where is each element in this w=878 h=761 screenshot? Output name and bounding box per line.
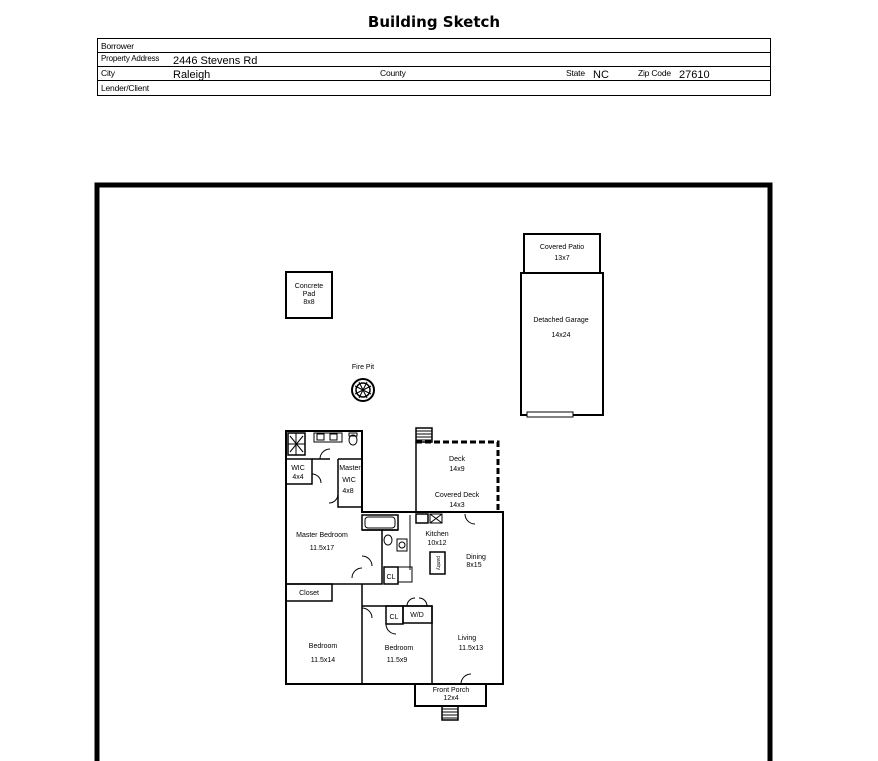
dining-name: Dining [466, 554, 486, 561]
kitchen-name: Kitchen [425, 531, 449, 538]
deck-dims: 14x9 [449, 466, 465, 473]
hall-bath-door [362, 556, 372, 566]
bedroom-b-name: Bedroom [384, 645, 414, 652]
living-name: Living [457, 635, 477, 642]
detached-garage-name: Detached Garage [533, 317, 589, 324]
concrete-pad-name-1: Concrete [294, 283, 324, 290]
master-closet-name: Closet [299, 590, 319, 597]
pantry-name: pantry [435, 556, 441, 570]
master-bedroom-name: Master Bedroom [296, 532, 348, 539]
detached-garage-outline [521, 273, 603, 415]
sketch-frame [97, 185, 770, 761]
covered-deck-dims: 14x3 [449, 502, 465, 509]
covered-patio-outline [524, 234, 600, 273]
front-porch-stairs [442, 706, 458, 720]
page-title: Building Sketch [367, 13, 501, 31]
garage-door [527, 412, 573, 417]
fire-pit-icon [352, 379, 374, 401]
city-value: Raleigh [173, 69, 211, 81]
wic-b-door [329, 494, 338, 503]
laundry-doors [407, 598, 427, 606]
kitchen-fixtures [416, 514, 442, 523]
concrete-pad-dims: 8x8 [303, 299, 315, 306]
county-label: County [380, 68, 406, 78]
bedroom-walls [362, 584, 432, 684]
front-porch-name: Front Porch [432, 687, 470, 694]
zip-label: Zip Code [638, 68, 671, 78]
covered-patio-dims: 13x7 [554, 255, 570, 262]
city-label: City [101, 68, 115, 78]
lender-label: Lender/Client [101, 83, 149, 93]
wic-b-name-2: WIC [342, 477, 356, 484]
wic-a-door [312, 474, 321, 483]
borrower-label: Borrower [101, 41, 134, 51]
state-label: State [566, 68, 585, 78]
master-bedroom-dims: 11.5x17 [309, 545, 335, 552]
deck-door [465, 514, 475, 524]
wic-a-name: WIC [291, 465, 305, 472]
laundry-name: W/D [410, 612, 424, 619]
bedroom-a-door [362, 608, 372, 618]
bedroom-b-closet-door [386, 624, 396, 634]
living-dims: 11.5x13 [458, 645, 484, 652]
bath-door [320, 449, 330, 459]
wic-b-name-1: Master [339, 465, 361, 472]
bedroom-b-dims: 11.5x9 [386, 657, 408, 664]
fire-pit-name: Fire Pit [351, 364, 375, 371]
wic-b-dims: 4x8 [342, 488, 354, 495]
hall-closet-name: CL [386, 574, 396, 581]
front-porch-dims: 12x4 [443, 695, 459, 702]
bedroom-a-name: Bedroom [308, 643, 338, 650]
zip-value: 27610 [679, 69, 710, 81]
front-door [461, 674, 471, 684]
bedroom-a-dims: 11.5x14 [310, 657, 336, 664]
wic-a-dims: 4x4 [292, 474, 304, 481]
bedroom-b-closet-name: CL [389, 614, 399, 621]
detached-garage-dims: 14x24 [551, 332, 571, 339]
state-value: NC [593, 69, 609, 81]
master-bedroom-door [352, 568, 362, 578]
deck-stairs [416, 428, 432, 442]
covered-deck-name: Covered Deck [434, 492, 480, 499]
dining-dims: 8x15 [466, 562, 482, 569]
deck-name: Deck [449, 456, 465, 463]
kitchen-dims: 10x12 [427, 540, 447, 547]
address-label: Property Address [101, 54, 160, 63]
address-value: 2446 Stevens Rd [173, 55, 258, 67]
concrete-pad-name-2: Pad [302, 291, 316, 298]
covered-patio-name: Covered Patio [539, 244, 585, 251]
